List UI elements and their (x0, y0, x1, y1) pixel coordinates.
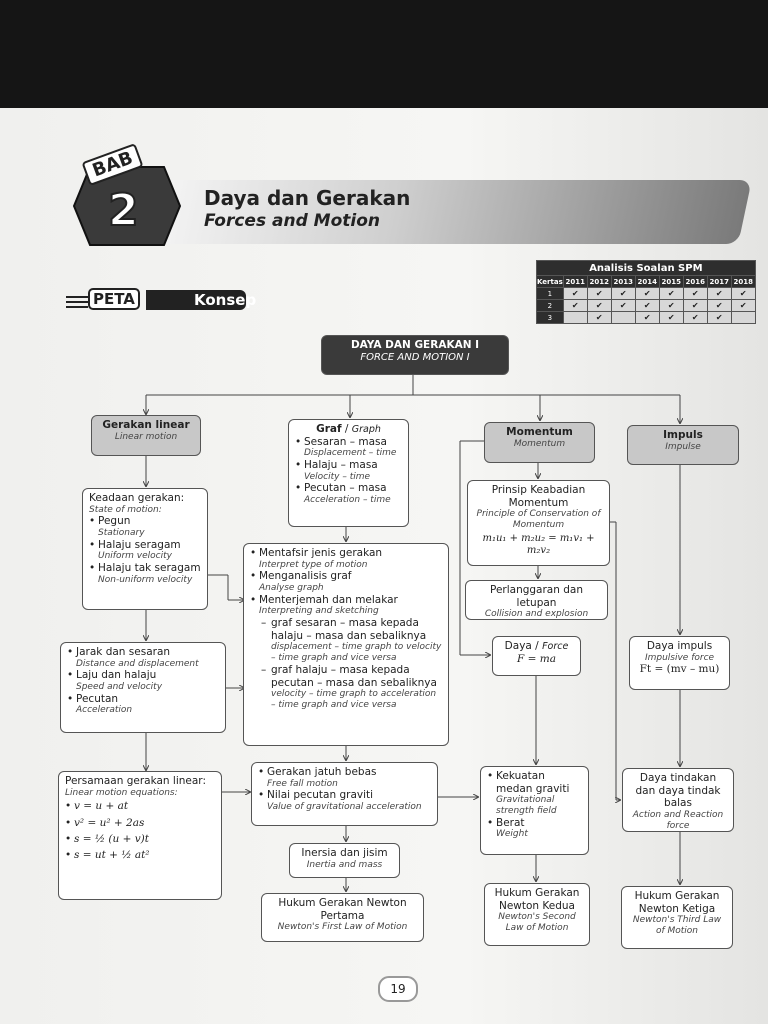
node-title-ms: Momentum (506, 426, 573, 438)
node-title-ms: Daya tindakan dan daya tindak balas (635, 772, 721, 810)
check-icon: ✔ (659, 288, 683, 300)
check-icon: ✔ (683, 288, 707, 300)
check-icon: ✔ (635, 300, 659, 312)
chapter-number: 2 (108, 185, 139, 236)
check-icon: ✔ (587, 312, 611, 324)
speed-lines-icon (66, 296, 88, 298)
check-icon: ✔ (587, 288, 611, 300)
node-title-ms: Hukum Gerakan Newton Pertama (278, 897, 407, 922)
check-icon: ✔ (635, 288, 659, 300)
check-icon: ✔ (659, 300, 683, 312)
check-icon (563, 312, 587, 324)
top-dark-band (0, 0, 768, 108)
page-number: 19 (378, 976, 418, 1002)
list-item: • Laju dan halaju Speed and velocity (67, 669, 219, 692)
action-reaction-node (622, 768, 734, 832)
equation: • s = ½ (u + v)t (65, 831, 215, 847)
spm-year: 2016 (683, 276, 707, 288)
spm-year: 2012 (587, 276, 611, 288)
spm-col-kertas: Kertas (537, 277, 563, 286)
list-item: • Pecutan Acceleration (67, 693, 219, 716)
check-icon: ✔ (659, 312, 683, 324)
spm-year: 2013 (611, 276, 635, 288)
list-item: • Jarak dan sesaran Distance and displacement (67, 646, 219, 669)
node-title-ms: Gerakan linear (102, 419, 190, 431)
equation: Ft = (mv – mu) (639, 663, 720, 676)
table-row (537, 312, 756, 324)
list-item: • Pecutan – masa Acceleration – time (295, 482, 402, 505)
list-item: • Mentafsir jenis gerakan Interpret type of motion (250, 547, 442, 570)
node-title-ms: Impuls (663, 429, 703, 441)
list-item: • Halaju seragam Uniform velocity (89, 539, 201, 562)
node-title-en: Linear motion (114, 431, 178, 442)
momentum-node (484, 422, 595, 463)
list-item: • Kekuatan medan graviti Gravitational strength field (487, 770, 582, 817)
list-item: • Pegun Stationary (89, 515, 201, 538)
node-title-en: Force (542, 641, 569, 652)
newton-first-law-node (261, 893, 424, 942)
spm-year: 2011 (563, 276, 587, 288)
spm-year: 2018 (731, 276, 755, 288)
check-icon (611, 312, 635, 324)
node-title-en: Newton's First Law of Motion (277, 922, 408, 933)
free-fall-node (251, 762, 438, 826)
root-title-ms: DAYA DAN GERAKAN I (350, 339, 480, 351)
inertia-node (289, 843, 400, 878)
newton-third-law-node (621, 886, 733, 949)
check-icon: ✔ (683, 312, 707, 324)
force-node (492, 636, 581, 676)
check-icon: ✔ (707, 312, 731, 324)
konsep-label: Konsep (146, 290, 246, 310)
list-item: • Sesaran – masa Displacement – time (295, 436, 402, 459)
root-node (321, 335, 509, 375)
check-icon: ✔ (731, 300, 755, 312)
node-title-en: Impulsive force (644, 652, 715, 663)
node-title-ms: Prinsip Keabadian Momentum (491, 484, 586, 509)
node-title-ms: Hukum Gerakan Newton Kedua (494, 887, 580, 912)
spm-table-caption: Analisis Soalan SPM (537, 261, 756, 276)
check-icon (731, 312, 755, 324)
table-row (537, 288, 756, 300)
check-icon: ✔ (707, 288, 731, 300)
node-title-ms: Perlanggaran dan letupan (489, 584, 583, 609)
check-icon: ✔ (563, 288, 587, 300)
chapter-title-en: Forces and Motion (204, 211, 380, 231)
spm-paper: 1 (537, 288, 564, 300)
node-title-en: Collision and explosion (484, 609, 589, 620)
table-row (537, 300, 756, 312)
node-title-en: Inertia and mass (306, 859, 383, 870)
equation: • s = ut + ½ at² (65, 847, 215, 863)
graph-node: Graf / Graph • Sesaran – masa Displacement – time • Halaju – masa Velocity – time • Pecutan – masa Acceleration – time (288, 419, 409, 527)
spm-year: 2014 (635, 276, 659, 288)
node-title-ms: Graf (316, 423, 342, 435)
equation: F = ma (517, 652, 556, 665)
root-title-en: FORCE AND MOTION I (360, 351, 470, 363)
node-title-en: Principle of Conservation of Momentum (476, 509, 601, 530)
equation: • v = u + at (65, 798, 215, 814)
node-title-en: Linear motion equations: (65, 787, 178, 798)
state-of-motion-node (82, 488, 208, 610)
check-icon: ✔ (587, 300, 611, 312)
check-icon: ✔ (563, 300, 587, 312)
list-item: • Nilai pecutan graviti Value of gravitational acceleration (258, 789, 431, 812)
spm-paper: 3 (537, 312, 564, 324)
node-title-en: State of motion: (89, 504, 162, 515)
peta-label: PETA (88, 288, 140, 310)
list-item: • Berat Weight (487, 817, 582, 840)
spm-analysis-table (536, 260, 756, 324)
list-item: • Menganalisis graf Analyse graph (250, 570, 442, 593)
spm-year: 2017 (707, 276, 731, 288)
conservation-momentum-node (467, 480, 610, 566)
node-title-ms: Daya impuls (646, 640, 713, 652)
impulse-node (627, 425, 739, 465)
check-icon: ✔ (707, 300, 731, 312)
spm-year: 2015 (659, 276, 683, 288)
list-item: • Halaju – masa Velocity – time (295, 459, 402, 482)
linear-motion-node (91, 415, 201, 456)
linear-equations-node (58, 771, 222, 900)
spm-paper: 2 (537, 300, 564, 312)
collision-node (465, 580, 608, 620)
list-item: – graf halaju – masa kepada pecutan – masa dan sebaliknya velocity – time graph to acceleration – time graph and vice versa (259, 664, 442, 711)
interpret-graph-node (243, 543, 449, 746)
list-item: • Halaju tak seragam Non-uniform velocity (89, 562, 201, 585)
node-title-ms: Keadaan gerakan: (89, 492, 185, 504)
chapter-title-ms: Daya dan Gerakan (204, 186, 411, 210)
node-title-ms: Persamaan gerakan linear: (65, 775, 206, 787)
check-icon: ✔ (611, 300, 635, 312)
node-title-ms: Inersia dan jisim (301, 847, 388, 859)
gravitational-field-node (480, 766, 589, 855)
list-item: • Menterjemah dan melakar Interpreting and sketching – graf sesaran – masa kepada halaju – masa dan sebaliknya displacement – time graph to velocity – time graph and vice versa – graf halaju – masa kepada pecutan – masa dan sebaliknya velocity – time graph to acceleration – time graph and vice versa (250, 594, 442, 711)
list-item: – graf sesaran – masa kepada halaju – masa dan sebaliknya displacement – time graph to velocity – time graph and vice versa (259, 617, 442, 664)
newton-second-law-node (484, 883, 590, 946)
check-icon: ✔ (683, 300, 707, 312)
list-item: • Gerakan jatuh bebas Free fall motion (258, 766, 431, 789)
node-title-ms: Hukum Gerakan Newton Ketiga (634, 890, 720, 915)
node-title-ms: Daya / (504, 640, 543, 652)
node-title-en: Momentum (513, 438, 566, 449)
impulsive-force-node (629, 636, 730, 690)
node-title-en: Newton's Third Law of Motion (632, 915, 722, 936)
node-title-en: Impulse (665, 441, 701, 452)
check-icon: ✔ (635, 312, 659, 324)
bab-label: BAB (81, 143, 143, 186)
check-icon: ✔ (731, 288, 755, 300)
check-icon: ✔ (611, 288, 635, 300)
equation: m₁u₁ + m₂u₂ = m₁v₁ + m₂v₂ (482, 532, 595, 556)
equation: • v² = u² + 2as (65, 815, 215, 831)
node-title-en: Action and Reaction force (632, 809, 724, 831)
distance-speed-node (60, 642, 226, 733)
node-title-en: Graph (351, 424, 381, 435)
node-title-en: Newton's Second Law of Motion (498, 912, 576, 933)
